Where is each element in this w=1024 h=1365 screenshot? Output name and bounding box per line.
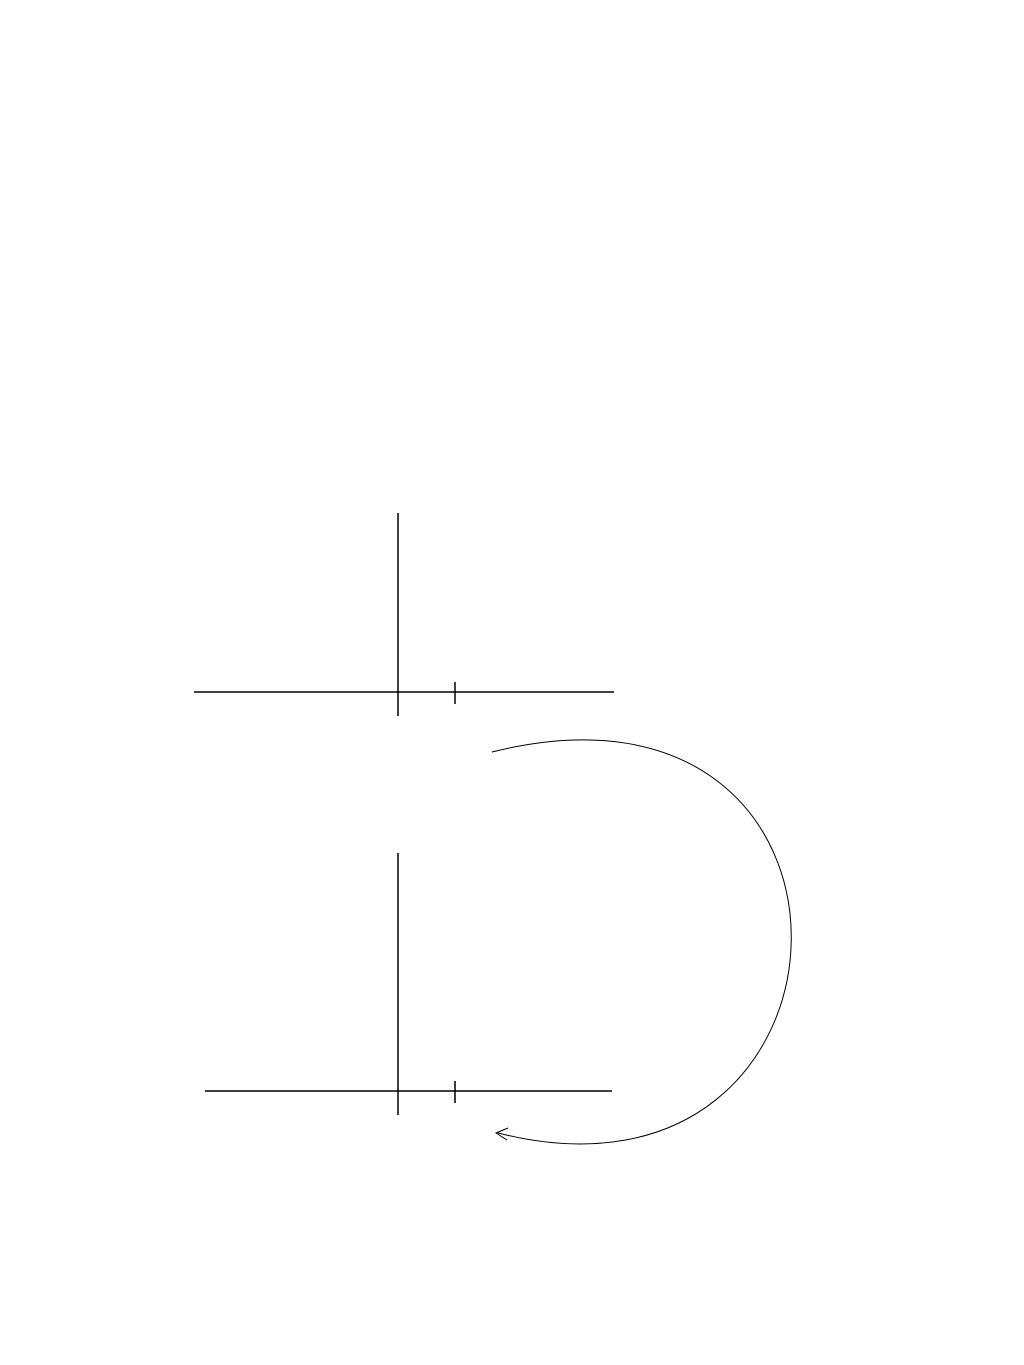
- arrow-arc: [492, 740, 791, 1144]
- top-distribution: [194, 513, 614, 716]
- transformation-arrow: [492, 740, 791, 1144]
- bottom-distribution: [205, 853, 612, 1115]
